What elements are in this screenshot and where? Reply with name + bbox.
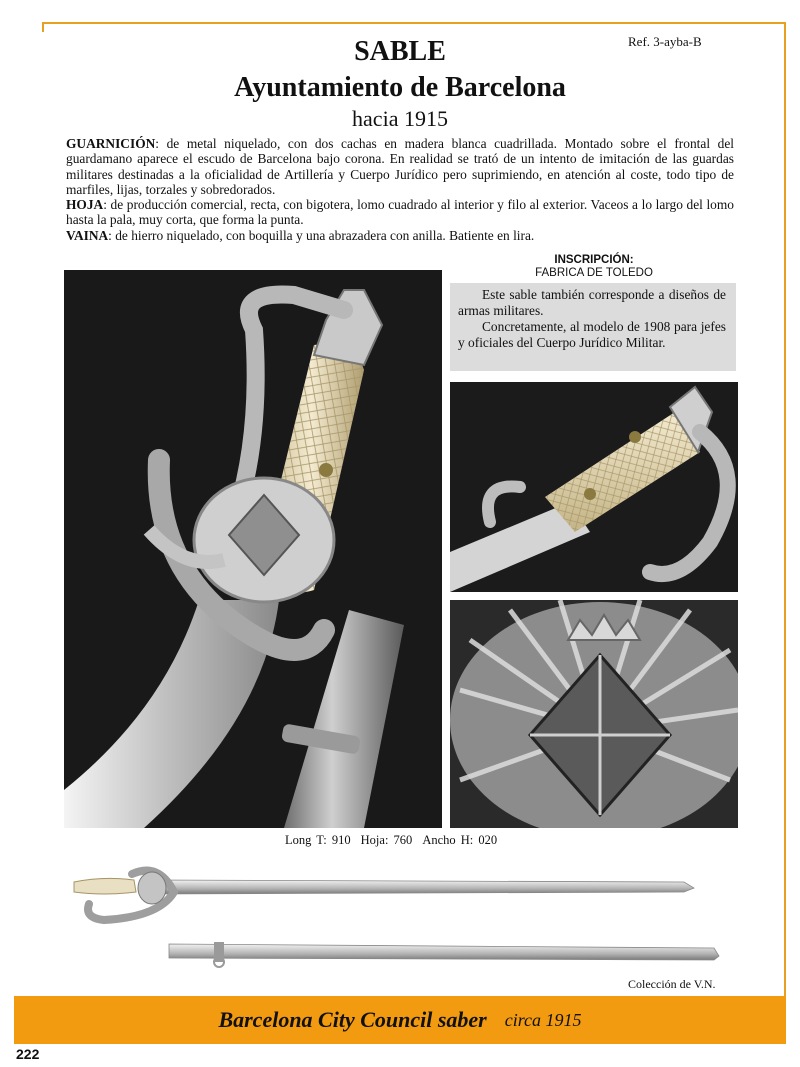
dimensions-caption xyxy=(285,833,507,848)
footer-banner xyxy=(14,996,786,1044)
full-sword-illustration xyxy=(64,852,734,972)
blade-length: Hoja: 760 xyxy=(360,833,413,847)
page-frame-top xyxy=(42,22,786,24)
note-paragraph-2: Concretamente, al modelo de 1908 para jefes y oficiales del Cuerpo Jurídico Militar. xyxy=(458,319,726,350)
page-frame-right xyxy=(784,22,786,998)
hilt-detail-photo xyxy=(450,382,738,592)
length-total: Long T: 910 xyxy=(285,833,351,847)
description-text xyxy=(66,136,734,243)
hilt-detail-illustration xyxy=(450,382,738,592)
note-paragraph-1: Este sable también corresponde a diseños de armas militares. xyxy=(458,287,726,318)
guarnicion-label: GUARNICIÓN xyxy=(66,136,156,151)
hoja-paragraph xyxy=(66,197,734,228)
note-box xyxy=(450,283,736,371)
blade-width: Ancho H: 020 xyxy=(422,833,498,847)
main-hilt-illustration xyxy=(64,270,442,828)
reference-code: Ref. 3-ayba-B xyxy=(628,34,702,49)
full-sword-photo xyxy=(64,852,734,972)
page-date: hacia 1915 xyxy=(352,106,448,131)
hoja-text: : de producción comercial, recta, con bigotera, lomo cuadrado al interior y filo al exterior. Vaceos a lo largo del lomo hasta la pala, muy corta, que forma la punta. xyxy=(66,197,734,228)
main-hilt-photo xyxy=(64,270,442,828)
coat-of-arms-illustration xyxy=(450,600,738,828)
vaina-label: VAINA xyxy=(66,227,109,243)
inscription-colon: : xyxy=(629,254,634,266)
guarnicion-paragraph xyxy=(66,136,734,197)
inscription-heading xyxy=(450,254,738,266)
inscription-text: FABRICA DE TOLEDO xyxy=(535,267,653,279)
page-number: 222 xyxy=(16,1046,40,1062)
english-date: circa 1915 xyxy=(504,1009,582,1030)
page-subtitle: Ayuntamiento de Barcelona xyxy=(234,72,566,103)
inscription-label: INSCRIPCIÓN xyxy=(554,254,630,266)
guarnicion-text: : de metal niquelado, con dos cachas en madera blanca cuadrillada. Montado sobre el frontal del guardamano aparece el escudo de Barcelona bajo corona. En realidad se trató de un intento de imitación de las guardas militares destinadas a la oficialidad de Artillería y Cuerpo Jurídico pero suprimiendo, en atención al coste, todo tipo de marfiles, lijas, torzales y sobredorados. xyxy=(66,136,734,197)
vaina-paragraph xyxy=(66,228,734,243)
collection-credit: Colección de V.N. xyxy=(628,977,716,991)
page-title: SABLE xyxy=(354,36,446,67)
vaina-text: : de hierro niquelado, con boquilla y una abrazadera con anilla. Batiente en lira. xyxy=(108,227,535,243)
page-frame-left xyxy=(42,22,44,32)
english-title: Barcelona City Council saber xyxy=(218,1007,487,1032)
hoja-label: HOJA xyxy=(66,197,104,213)
coat-of-arms-photo xyxy=(450,600,738,828)
